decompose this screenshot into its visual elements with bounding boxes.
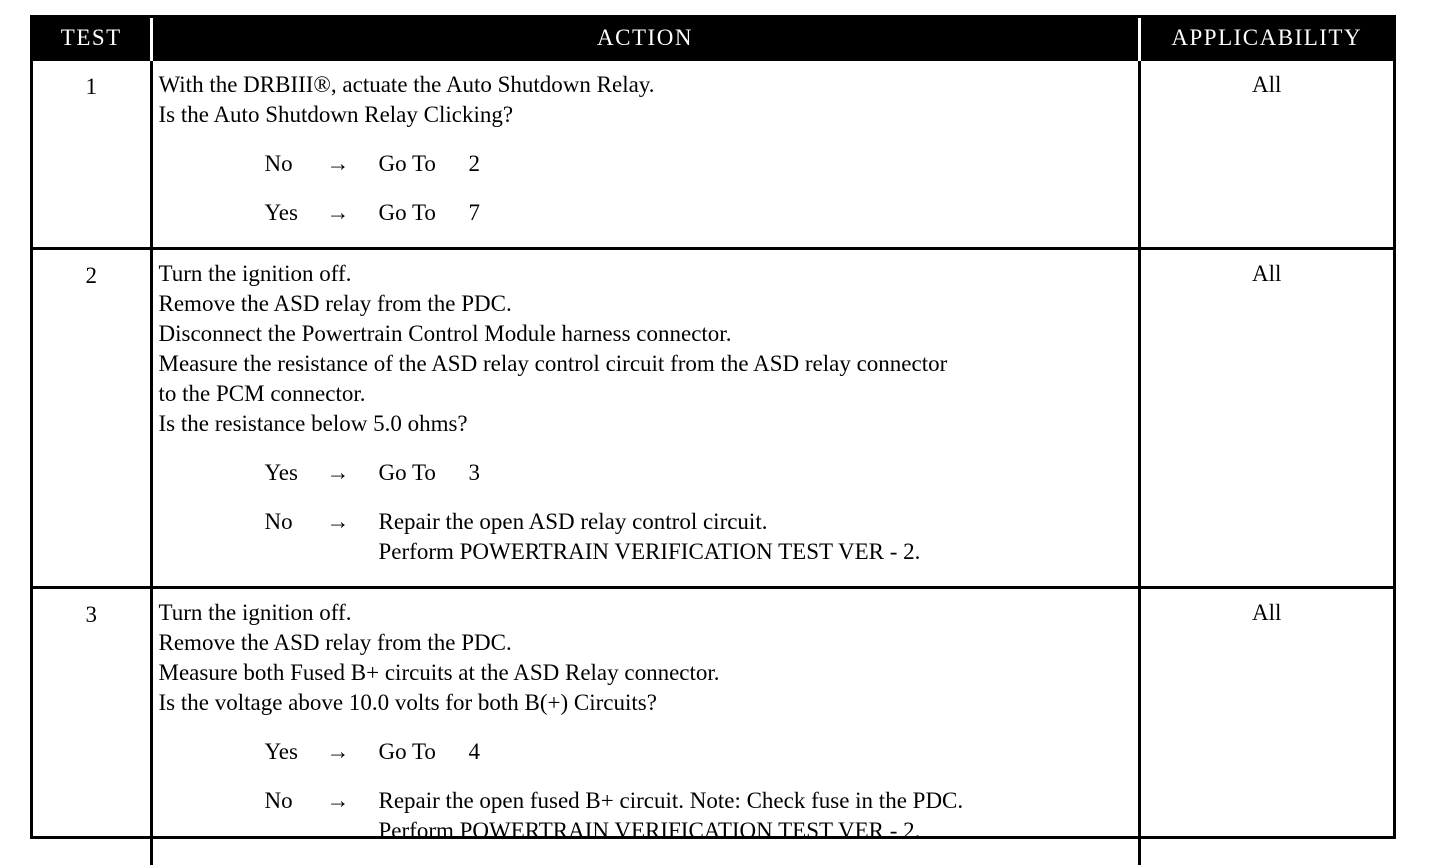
outcome-text (379, 507, 1134, 567)
goto-label: Go To (378, 460, 436, 485)
outcome-text (379, 786, 1134, 846)
action-line: Turn the ignition off. (158, 600, 352, 625)
arrow-icon: → (326, 460, 350, 485)
outcome-text-line: Perform POWERTRAIN VERIFICATION TEST VER - 2. (378, 539, 921, 564)
outcome-label: Yes (264, 739, 298, 764)
applicability-cell: All (1139, 249, 1393, 588)
arrow-icon: → (326, 200, 350, 225)
goto-target: 7 (468, 200, 480, 225)
action-line: Is the Auto Shutdown Relay Clicking? (158, 102, 514, 127)
outcome-list (159, 149, 1134, 228)
header-action: ACTION (151, 18, 1139, 60)
outcome-text-line: Repair the open ASD relay control circuit. (378, 509, 768, 534)
test-number: 3 (33, 588, 151, 866)
header-applicability: APPLICABILITY (1139, 18, 1393, 60)
outcome-list (159, 737, 1134, 846)
action-line: Remove the ASD relay from the PDC. (158, 630, 512, 655)
action-line: to the PCM connector. (158, 381, 366, 406)
outcome-goto (379, 198, 1134, 228)
outcome-text-line: Repair the open fused B+ circuit. Note: Check fuse in the PDC. (378, 788, 964, 813)
action-cell (151, 588, 1139, 866)
outcome-label: Yes (264, 200, 298, 225)
outcome-label: No (264, 788, 293, 813)
action-line: Turn the ignition off. (158, 261, 352, 286)
header-row (33, 18, 1393, 60)
action-line: Is the resistance below 5.0 ohms? (158, 411, 468, 436)
test-row-1 (33, 60, 1393, 249)
arrow-icon: → (326, 151, 350, 176)
outcome-yes (159, 198, 1134, 228)
action-cell (151, 249, 1139, 588)
arrow-icon: → (326, 788, 350, 813)
outcome-label: No (264, 509, 293, 534)
action-cell (151, 60, 1139, 249)
action-line: Measure both Fused B+ circuits at the ASD Relay connector. (158, 660, 720, 685)
outcome-goto (379, 149, 1134, 179)
outcome-yes (159, 737, 1134, 767)
outcome-label: No (264, 151, 293, 176)
outcome-no (159, 786, 1134, 846)
action-line: Remove the ASD relay from the PDC. (158, 291, 512, 316)
action-line: Disconnect the Powertrain Control Module harness connector. (158, 321, 732, 346)
action-line: Is the voltage above 10.0 volts for both B(+) Circuits? (158, 690, 657, 715)
goto-target: 4 (468, 739, 480, 764)
goto-label: Go To (378, 151, 436, 176)
arrow-icon: → (326, 739, 350, 764)
outcome-no (159, 149, 1134, 179)
outcome-text-line: Perform POWERTRAIN VERIFICATION TEST VER - 2. (378, 818, 921, 843)
outcome-yes (159, 458, 1134, 488)
action-line: Measure the resistance of the ASD relay control circuit from the ASD relay connector (158, 351, 948, 376)
test-row-3 (33, 588, 1393, 866)
diagnostic-test-table (30, 15, 1396, 843)
header-test: TEST (33, 18, 151, 60)
outcome-label: Yes (264, 460, 298, 485)
test-number: 1 (33, 60, 151, 249)
applicability-cell: All (1139, 588, 1393, 866)
goto-target: 3 (468, 460, 480, 485)
test-row-2 (33, 249, 1393, 588)
outcome-goto (379, 737, 1134, 767)
action-line: With the DRBIII®, actuate the Auto Shutdown Relay. (158, 72, 655, 97)
test-table (33, 18, 1393, 865)
arrow-icon: → (326, 509, 350, 534)
goto-label: Go To (378, 200, 436, 225)
applicability-cell: All (1139, 60, 1393, 249)
test-number: 2 (33, 249, 151, 588)
goto-target: 2 (468, 151, 480, 176)
outcome-list (159, 458, 1134, 567)
outcome-no (159, 507, 1134, 567)
outcome-goto (379, 458, 1134, 488)
goto-label: Go To (378, 739, 436, 764)
